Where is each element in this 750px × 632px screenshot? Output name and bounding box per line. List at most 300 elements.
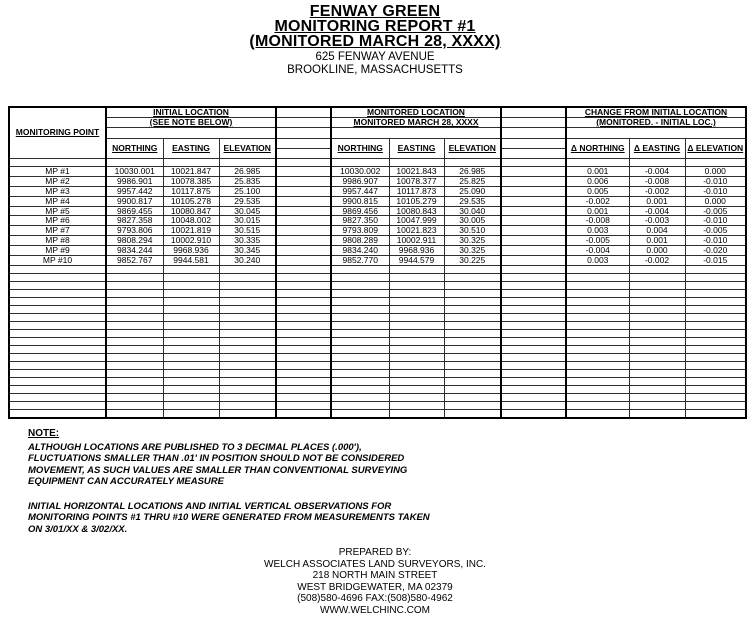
- monitored-northing-cell: 9827.350: [331, 216, 389, 226]
- empty-cell: [163, 386, 219, 394]
- surveyor-city-state-zip: WEST BRIDGEWATER, MA 02379: [297, 581, 453, 593]
- empty-cell: [331, 402, 389, 410]
- empty-cell: [389, 402, 444, 410]
- change-northing-cell: -0.004: [566, 246, 629, 256]
- empty-cell: [389, 410, 444, 418]
- surveyor-website: WWW.WELCHINC.COM: [320, 604, 430, 616]
- spacer-cell: [276, 410, 331, 418]
- change-easting-cell: -0.004: [629, 166, 685, 176]
- empty-cell: [331, 378, 389, 386]
- empty-cell: [444, 158, 501, 166]
- empty-cell: [685, 346, 746, 354]
- empty-cell: [9, 330, 106, 338]
- report-title-line-2: MONITORING REPORT #1: [274, 18, 476, 35]
- blank-header-row: [9, 127, 746, 138]
- spacer-cell: [276, 386, 331, 394]
- monitored-easting-cell: 10021.843: [389, 166, 444, 176]
- empty-cell: [163, 314, 219, 322]
- spacer-cell: [501, 394, 566, 402]
- empty-cell: [685, 394, 746, 402]
- spacer-cell: [276, 216, 331, 226]
- empty-cell: [163, 330, 219, 338]
- monitored-easting-cell: 10021.823: [389, 226, 444, 236]
- initial-easting-cell: 10021.819: [163, 226, 219, 236]
- empty-cell: [219, 338, 276, 346]
- spacer-cell: [276, 226, 331, 236]
- empty-cell: [566, 394, 629, 402]
- empty-cell: [444, 354, 501, 362]
- empty-cell: [629, 314, 685, 322]
- spacer-cell: [501, 117, 566, 127]
- empty-cell: [444, 274, 501, 282]
- spacer-cell: [501, 246, 566, 256]
- spacer-cell: [501, 282, 566, 290]
- change-elevation-cell: 0.000: [685, 196, 746, 206]
- empty-cell: [9, 394, 106, 402]
- spacer-cell: [276, 274, 331, 282]
- empty-cell: [106, 266, 163, 274]
- empty-cell: [389, 306, 444, 314]
- group-title-row: [9, 107, 746, 117]
- spacer-cell: [501, 186, 566, 196]
- spacer-cell: [276, 148, 331, 158]
- empty-cell: [389, 158, 444, 166]
- monitored-elevation-header: ELEVATION: [444, 138, 501, 158]
- empty-cell: [566, 314, 629, 322]
- change-northing-cell: 0.001: [566, 206, 629, 216]
- note-paragraph1-line: ALTHOUGH LOCATIONS ARE PUBLISHED TO 3 DECIMAL PLACES (.000'),: [28, 441, 362, 453]
- empty-cell: [106, 298, 163, 306]
- empty-cell: [106, 354, 163, 362]
- spacer-cell: [276, 246, 331, 256]
- table-row: [9, 166, 746, 176]
- initial-easting-cell: 9944.581: [163, 256, 219, 266]
- initial-elevation-cell: 30.045: [219, 206, 276, 216]
- initial-easting-cell: 10117.875: [163, 186, 219, 196]
- initial-northing-cell: 9957.442: [106, 186, 163, 196]
- empty-cell: [389, 282, 444, 290]
- empty-cell: [9, 290, 106, 298]
- monitored-elevation-cell: 30.225: [444, 256, 501, 266]
- empty-cell: [685, 386, 746, 394]
- spacer-cell: [276, 107, 331, 117]
- empty-cell: [629, 410, 685, 418]
- empty-cell: [685, 370, 746, 378]
- empty-cell: [629, 282, 685, 290]
- empty-cell: [163, 394, 219, 402]
- monitored-elevation-cell: 26.985: [444, 166, 501, 176]
- empty-cell: [444, 298, 501, 306]
- empty-cell: [9, 338, 106, 346]
- empty-cell: [106, 378, 163, 386]
- spacer-cell: [501, 306, 566, 314]
- monitored-easting-cell: 10117.873: [389, 186, 444, 196]
- change-northing-cell: -0.008: [566, 216, 629, 226]
- initial-location-subtitle: (SEE NOTE BELOW): [106, 117, 276, 127]
- surveyor-phone-fax: (508)580-4696 FAX:(508)580-4962: [297, 593, 453, 605]
- monitored-easting-header: EASTING: [389, 138, 444, 158]
- empty-cell: [389, 386, 444, 394]
- empty-cell: [163, 282, 219, 290]
- empty-cell: [685, 402, 746, 410]
- spacer-cell: [276, 306, 331, 314]
- empty-cell: [685, 330, 746, 338]
- empty-cell: [106, 158, 163, 166]
- empty-table-row: [9, 386, 746, 394]
- spacer-cell: [276, 186, 331, 196]
- table-row: [9, 186, 746, 196]
- spacer-cell: [501, 226, 566, 236]
- initial-easting-cell: 10080.847: [163, 206, 219, 216]
- table-row: [9, 176, 746, 186]
- empty-cell: [685, 158, 746, 166]
- empty-cell: [685, 338, 746, 346]
- empty-cell: [629, 290, 685, 298]
- change-easting-cell: 0.000: [629, 246, 685, 256]
- empty-cell: [566, 127, 746, 138]
- empty-cell: [106, 314, 163, 322]
- empty-cell: [566, 354, 629, 362]
- monitored-easting-cell: 10047.999: [389, 216, 444, 226]
- spacer-cell: [501, 266, 566, 274]
- change-northing-cell: 0.003: [566, 256, 629, 266]
- empty-cell: [629, 370, 685, 378]
- change-easting-cell: -0.002: [629, 256, 685, 266]
- empty-cell: [444, 330, 501, 338]
- monitored-elevation-cell: 25.825: [444, 176, 501, 186]
- empty-cell: [106, 127, 276, 138]
- empty-cell: [106, 410, 163, 418]
- empty-cell: [629, 266, 685, 274]
- empty-cell: [629, 394, 685, 402]
- change-elevation-cell: -0.010: [685, 216, 746, 226]
- spacer-cell: [501, 386, 566, 394]
- table-row: [9, 196, 746, 206]
- change-elevation-cell: -0.005: [685, 206, 746, 216]
- empty-cell: [163, 274, 219, 282]
- change-northing-cell: -0.002: [566, 196, 629, 206]
- empty-cell: [9, 322, 106, 330]
- empty-table-row: [9, 378, 746, 386]
- empty-cell: [444, 282, 501, 290]
- empty-cell: [163, 266, 219, 274]
- empty-cell: [331, 282, 389, 290]
- empty-cell: [9, 346, 106, 354]
- empty-cell: [106, 370, 163, 378]
- empty-cell: [444, 410, 501, 418]
- empty-cell: [566, 274, 629, 282]
- group-subtitle-row: [9, 117, 746, 127]
- delta-easting-header: Δ EASTING: [629, 138, 685, 158]
- empty-cell: [685, 266, 746, 274]
- empty-table-row: [9, 298, 746, 306]
- monitoring-point-cell: MP #4: [9, 196, 106, 206]
- empty-cell: [106, 322, 163, 330]
- spacer-cell: [501, 127, 566, 138]
- empty-cell: [219, 386, 276, 394]
- spacer-cell: [276, 330, 331, 338]
- empty-cell: [566, 378, 629, 386]
- table-row: [9, 236, 746, 246]
- empty-cell: [629, 306, 685, 314]
- spacer-cell: [501, 148, 566, 158]
- empty-cell: [9, 378, 106, 386]
- spacer-cell: [276, 266, 331, 274]
- empty-cell: [331, 338, 389, 346]
- empty-cell: [219, 394, 276, 402]
- empty-cell: [685, 314, 746, 322]
- empty-cell: [219, 346, 276, 354]
- empty-cell: [219, 322, 276, 330]
- empty-cell: [685, 290, 746, 298]
- empty-cell: [106, 274, 163, 282]
- empty-table-row: [9, 274, 746, 282]
- empty-cell: [106, 346, 163, 354]
- empty-table-row: [9, 322, 746, 330]
- initial-northing-cell: 9834.244: [106, 246, 163, 256]
- empty-cell: [444, 402, 501, 410]
- empty-cell: [331, 290, 389, 298]
- spacer-cell: [501, 206, 566, 216]
- spacer-cell: [276, 256, 331, 266]
- empty-cell: [106, 362, 163, 370]
- spacer-cell: [276, 354, 331, 362]
- monitored-elevation-cell: 30.325: [444, 246, 501, 256]
- empty-cell: [444, 290, 501, 298]
- empty-cell: [106, 394, 163, 402]
- empty-cell: [389, 322, 444, 330]
- initial-elevation-cell: 30.345: [219, 246, 276, 256]
- empty-cell: [444, 346, 501, 354]
- change-elevation-cell: -0.020: [685, 246, 746, 256]
- empty-cell: [9, 298, 106, 306]
- spacer-cell: [501, 107, 566, 117]
- empty-cell: [331, 266, 389, 274]
- empty-table-row: [9, 402, 746, 410]
- monitored-elevation-cell: 29.535: [444, 196, 501, 206]
- spacer-cell: [276, 314, 331, 322]
- empty-cell: [389, 378, 444, 386]
- initial-elevation-cell: 30.240: [219, 256, 276, 266]
- spacer-cell: [501, 196, 566, 206]
- empty-cell: [685, 282, 746, 290]
- monitored-northing-cell: 9900.815: [331, 196, 389, 206]
- empty-cell: [331, 362, 389, 370]
- initial-easting-cell: 9968.936: [163, 246, 219, 256]
- monitoring-point-cell: MP #2: [9, 176, 106, 186]
- initial-easting-cell: 10078.385: [163, 176, 219, 186]
- empty-cell: [106, 290, 163, 298]
- table-row: [9, 206, 746, 216]
- empty-cell: [389, 362, 444, 370]
- change-easting-cell: -0.008: [629, 176, 685, 186]
- spacer-cell: [501, 402, 566, 410]
- monitored-northing-cell: 10030.002: [331, 166, 389, 176]
- surveyor-company-name: WELCH ASSOCIATES LAND SURVEYORS, INC.: [264, 558, 486, 570]
- change-elevation-cell: -0.005: [685, 226, 746, 236]
- empty-cell: [106, 386, 163, 394]
- empty-cell: [9, 410, 106, 418]
- monitoring-point-header: MONITORING POINT: [9, 107, 106, 158]
- note-label: NOTE:: [28, 427, 60, 439]
- monitored-location-title: MONITORED LOCATION: [331, 107, 501, 117]
- empty-cell: [389, 330, 444, 338]
- empty-table-row: [9, 330, 746, 338]
- initial-northing-cell: 9900.817: [106, 196, 163, 206]
- empty-table-row: [9, 282, 746, 290]
- monitored-elevation-cell: 30.510: [444, 226, 501, 236]
- empty-cell: [106, 338, 163, 346]
- empty-cell: [219, 410, 276, 418]
- empty-cell: [9, 314, 106, 322]
- empty-cell: [566, 338, 629, 346]
- empty-cell: [331, 354, 389, 362]
- empty-cell: [566, 402, 629, 410]
- empty-cell: [444, 370, 501, 378]
- spacer-cell: [501, 236, 566, 246]
- monitored-easting-cell: 10078.377: [389, 176, 444, 186]
- monitored-northing-header: NORTHING: [331, 138, 389, 158]
- change-location-title: CHANGE FROM INITIAL LOCATION: [566, 107, 746, 117]
- address-line-1: 625 FENWAY AVENUE: [315, 51, 435, 63]
- empty-cell: [629, 274, 685, 282]
- empty-cell: [389, 314, 444, 322]
- title-block: [0, 0, 750, 77]
- empty-cell: [331, 394, 389, 402]
- monitoring-point-cell: MP #8: [9, 236, 106, 246]
- monitored-easting-cell: 10080.843: [389, 206, 444, 216]
- report-title-line-1: FENWAY GREEN: [309, 3, 441, 20]
- empty-cell: [9, 158, 106, 166]
- empty-cell: [219, 158, 276, 166]
- prepared-by-block: [0, 547, 750, 616]
- empty-cell: [219, 362, 276, 370]
- change-northing-cell: 0.006: [566, 176, 629, 186]
- empty-cell: [685, 306, 746, 314]
- empty-cell: [566, 298, 629, 306]
- empty-cell: [9, 282, 106, 290]
- monitored-northing-cell: 9869.456: [331, 206, 389, 216]
- spacer-cell: [501, 346, 566, 354]
- monitored-northing-cell: 9852.770: [331, 256, 389, 266]
- empty-cell: [9, 354, 106, 362]
- empty-cell: [219, 402, 276, 410]
- initial-easting-cell: 10002.910: [163, 236, 219, 246]
- monitoring-point-cell: MP #10: [9, 256, 106, 266]
- empty-cell: [331, 158, 389, 166]
- change-elevation-cell: -0.010: [685, 236, 746, 246]
- initial-northing-cell: 9869.455: [106, 206, 163, 216]
- empty-cell: [331, 298, 389, 306]
- spacer-cell: [276, 236, 331, 246]
- change-easting-cell: 0.001: [629, 196, 685, 206]
- monitoring-point-cell: MP #1: [9, 166, 106, 176]
- empty-cell: [444, 322, 501, 330]
- initial-easting-header: EASTING: [163, 138, 219, 158]
- monitored-location-subtitle: MONITORED MARCH 28, XXXX: [331, 117, 501, 127]
- initial-northing-cell: 9808.294: [106, 236, 163, 246]
- change-easting-cell: 0.001: [629, 236, 685, 246]
- empty-cell: [444, 394, 501, 402]
- empty-cell: [163, 290, 219, 298]
- address-line-2: BROOKLINE, MASSACHUSETTS: [287, 64, 463, 76]
- empty-cell: [629, 386, 685, 394]
- empty-cell: [331, 346, 389, 354]
- empty-table-row: [9, 394, 746, 402]
- spacer-cell: [501, 314, 566, 322]
- monitoring-point-cell: MP #9: [9, 246, 106, 256]
- monitored-northing-cell: 9957.447: [331, 186, 389, 196]
- spacer-cell: [276, 362, 331, 370]
- change-northing-cell: 0.003: [566, 226, 629, 236]
- spacer-cell: [501, 378, 566, 386]
- change-northing-cell: 0.001: [566, 166, 629, 176]
- spacer-cell: [501, 410, 566, 418]
- spacer-cell: [501, 274, 566, 282]
- empty-table-row: [9, 306, 746, 314]
- spacer-cell: [276, 290, 331, 298]
- empty-cell: [629, 402, 685, 410]
- spacer-cell: [276, 138, 331, 148]
- empty-cell: [9, 266, 106, 274]
- empty-cell: [163, 402, 219, 410]
- empty-cell: [331, 322, 389, 330]
- spacer-cell: [276, 206, 331, 216]
- empty-cell: [685, 354, 746, 362]
- spacer-cell: [501, 290, 566, 298]
- empty-cell: [389, 354, 444, 362]
- spacer-cell: [276, 158, 331, 166]
- empty-cell: [219, 354, 276, 362]
- empty-cell: [163, 322, 219, 330]
- spacer-cell: [501, 354, 566, 362]
- monitored-elevation-cell: 25.090: [444, 186, 501, 196]
- empty-table-row: [9, 290, 746, 298]
- initial-easting-cell: 10048.002: [163, 216, 219, 226]
- change-elevation-cell: 0.000: [685, 166, 746, 176]
- empty-cell: [389, 370, 444, 378]
- spacer-cell: [501, 158, 566, 166]
- spacer-cell: [276, 282, 331, 290]
- monitoring-point-cell: MP #5: [9, 206, 106, 216]
- table-row: [9, 246, 746, 256]
- note-paragraph1-line: FLUCTUATIONS SMALLER THAN .01' IN POSITION SHOULD NOT BE CONSIDERED: [28, 453, 405, 465]
- empty-cell: [389, 274, 444, 282]
- empty-cell: [163, 338, 219, 346]
- empty-table-row: [9, 410, 746, 418]
- spacer-cell: [501, 370, 566, 378]
- initial-elevation-cell: 25.835: [219, 176, 276, 186]
- spacer-cell: [276, 117, 331, 127]
- empty-cell: [219, 378, 276, 386]
- empty-cell: [9, 386, 106, 394]
- change-easting-cell: -0.002: [629, 186, 685, 196]
- empty-cell: [566, 386, 629, 394]
- monitored-easting-cell: 9968.936: [389, 246, 444, 256]
- note-paragraph-gap: [28, 488, 750, 501]
- empty-cell: [106, 306, 163, 314]
- empty-cell: [331, 386, 389, 394]
- spacer-cell: [501, 166, 566, 176]
- empty-cell: [9, 402, 106, 410]
- empty-cell: [685, 362, 746, 370]
- empty-cell: [444, 338, 501, 346]
- change-elevation-cell: -0.010: [685, 186, 746, 196]
- empty-cell: [331, 306, 389, 314]
- empty-cell: [219, 290, 276, 298]
- empty-cell: [389, 338, 444, 346]
- empty-table-row: [9, 346, 746, 354]
